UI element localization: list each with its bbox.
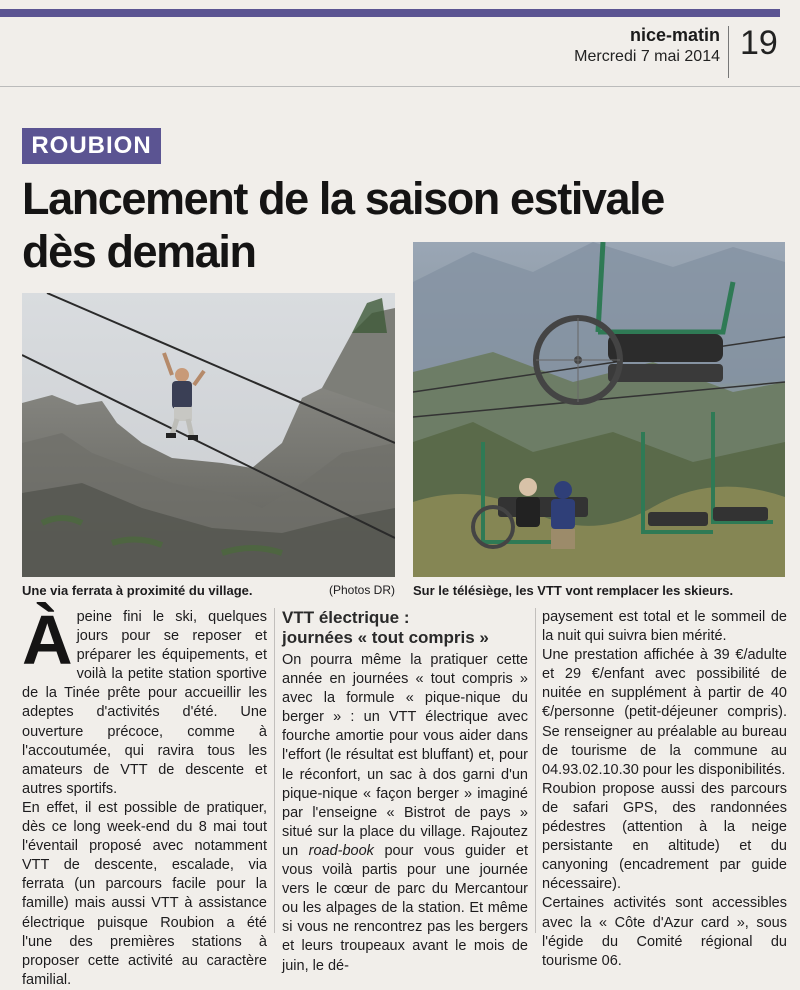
photo-credit: (Photos DR) — [328, 583, 395, 597]
column-divider-2 — [535, 608, 536, 933]
drop-cap: À — [22, 601, 73, 679]
paragraph — [282, 651, 528, 976]
chairlift-caption: Sur le télésiège, les VTT vont remplacer les skieurs. — [413, 583, 734, 598]
paragraph-text: pour vous guider et vous voilà partis pour une journée vers le cœur de parc du Mercantour ou les alpages de la station. Et même si vous ne rencontrez pas les bergers et leurs troupeaux avant le mois de juin, le dé- — [282, 842, 528, 974]
paragraph-text: peine fini le ski, quelques jours pour se reposer et préparer les équipements, et voilà la petite station sportive de la Tinée prête pour accueillir les adeptes d'activités d'été. Une ouverture précoce, comme à l'accoutumée, qui ravira tous les amateurs de VTT de descente et autres sportifs. — [22, 609, 267, 797]
subheading-line-2: journées « tout compris » — [282, 628, 489, 647]
via-ferrata-caption: Une via ferrata à proximité du village. — [22, 583, 253, 598]
article-column-3 — [542, 608, 787, 971]
article-column-1 — [22, 601, 267, 990]
subheading-line-1: VTT électrique : — [282, 608, 410, 627]
article-column-2 — [282, 608, 528, 976]
column-divider-1 — [274, 608, 275, 933]
paragraph: Certaines activités sont accessibles avec la « Côte d'Azur card », sous l'égide du Comité régional du tourisme 06. — [542, 895, 787, 969]
issue-date: Mercredi 7 mai 2014 — [574, 48, 720, 65]
left-photo-caption — [22, 582, 395, 599]
chairlift-photo — [413, 242, 785, 577]
road-book-term: road-book — [308, 842, 374, 859]
page-header — [574, 25, 720, 67]
headline-line-2: dès demain — [22, 226, 256, 277]
paragraph — [22, 601, 267, 799]
paragraph: En effet, il est possible de pratiquer, dès ce long week-end du 8 mai tout l'éventail proposé avec notamment VTT de descente, escalade, via ferrata (un parcours facile pour la famille) mais aussi VTT à assistance électrique puisque Roubion a été l'une des premières stations à proposer cette activité au caractère familial. — [22, 799, 267, 988]
paragraph: paysement est total et le sommeil de la nuit qui suivra bien mérité. — [542, 609, 787, 645]
via-ferrata-photo — [22, 293, 395, 577]
subheading — [282, 608, 528, 648]
section-kicker: ROUBION — [22, 128, 161, 164]
paragraph: Roubion propose aussi des parcours de safari GPS, des randonnées pédestres (attention à la neige persistante en altitude) et du canyoning (encadrement par guide nécessaire). — [542, 780, 787, 893]
newspaper-name: nice-matin — [629, 25, 720, 45]
page-number: 19 — [740, 24, 778, 62]
top-color-bar — [0, 9, 780, 17]
header-rule — [0, 86, 800, 87]
header-divider — [728, 26, 729, 78]
headline-line-1: Lancement de la saison estivale — [22, 173, 664, 224]
paragraph: Une prestation affichée à 39 €/adulte et 29 €/enfant avec possibilité de nuitée en supplément à partir de 40 €/personne (petit-déjeuner compris). Se renseigner au préalable au bureau de tourisme de la commune au 04.93.02.10.30 pour les disponibilités. — [542, 647, 787, 778]
paragraph-text: On pourra même la pratiquer cette année en journées « tout compris » avec la formule « pique-nique du berger » : un VTT électrique avec fourche amortie pour vous aider dans l'effort (le résultat est bluffant) et, pour le réconfort, un sac à dos garni d'un pique-nique « façon berger » imaginé par l'enseigne « Bistrot de pays » situé sur la place du village. Rajoutez un — [282, 652, 528, 859]
